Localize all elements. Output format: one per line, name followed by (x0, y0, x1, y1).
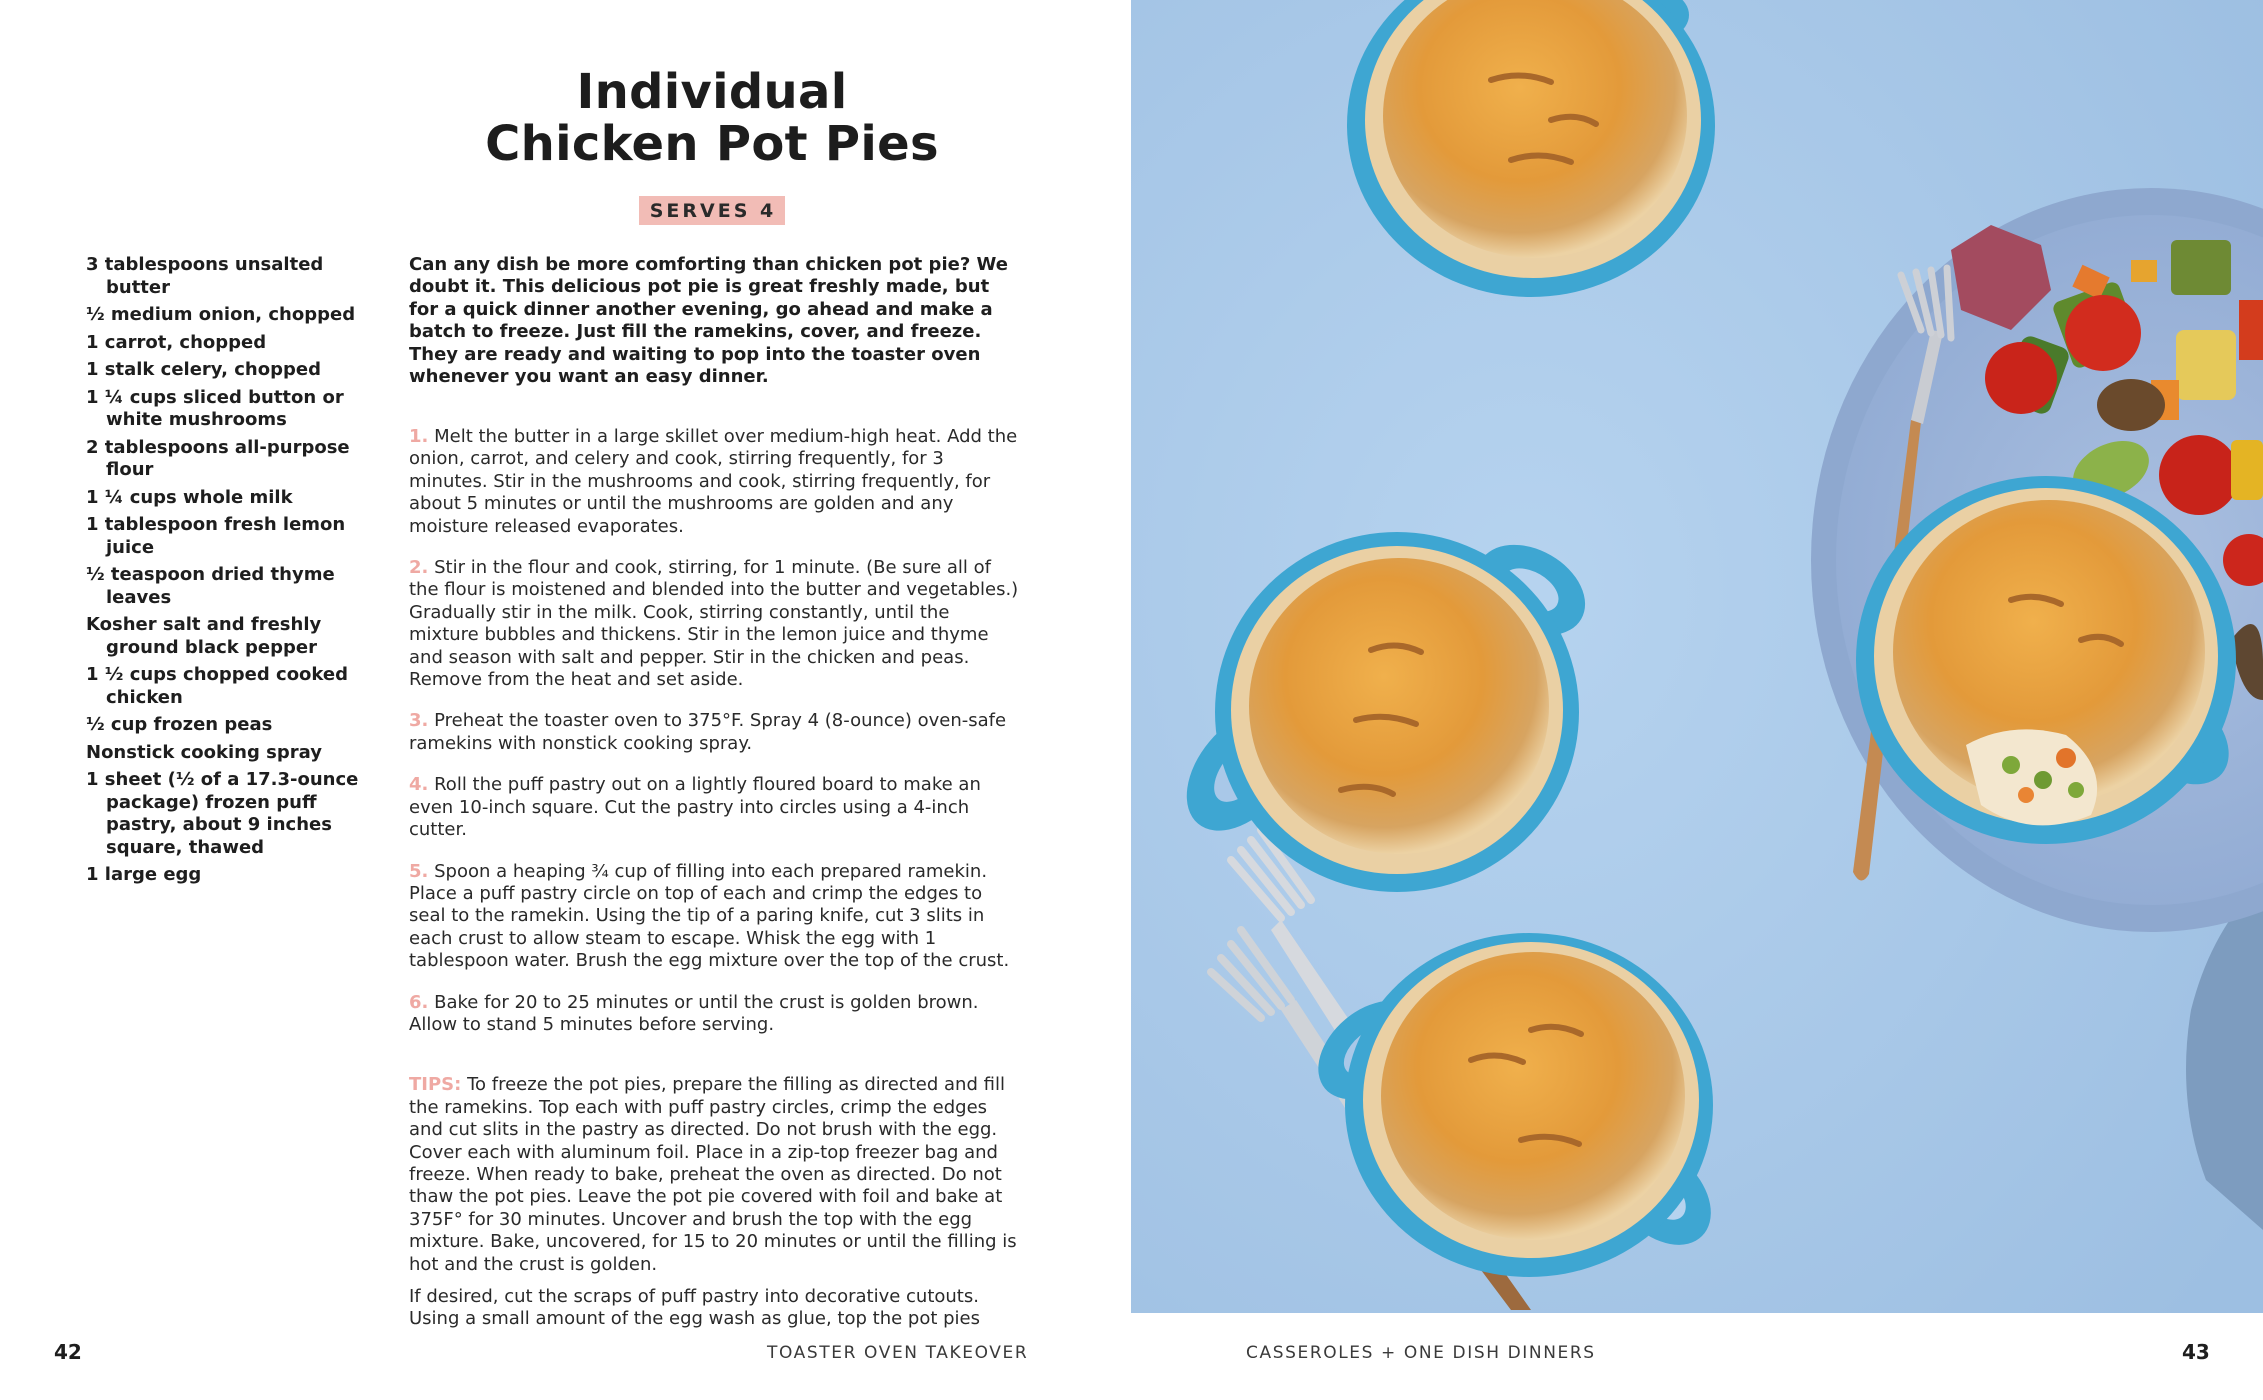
ingredient-item: 1 tablespoon fresh lemon juice (86, 514, 346, 558)
step-text: Stir in the flour and cook, stirring, for 1 minute. (Be sure all of the flour is moistened and blended into the butter and vegetables.) Gradually stir in the milk. Cook, stirring constantly, until the mixture bubbles and thickens. Stir in the lemon juice and thyme and season with salt and pepper. Stir in the chicken and peas. Remove from the heat and set aside. (409, 557, 1019, 691)
ingredient-item: 3 tablespoons unsalted butter (86, 254, 324, 298)
step-text: Preheat the toaster oven to 375°F. Spray 4 (8-ounce) oven-safe ramekins with nonstick cooking spray. (409, 710, 1007, 754)
left-page (0, 0, 1131, 1400)
step-6 (409, 992, 1021, 1037)
step-3 (409, 710, 1021, 755)
running-head-right: CASSEROLES + ONE DISH DINNERS (1246, 1343, 1596, 1363)
ingredient-item: ½ cup frozen peas (86, 714, 273, 735)
recipe-title (380, 66, 1044, 170)
tips-text: To freeze the pot pies, prepare the filling as directed and fill the ramekins. Top each with puff pastry circles, crimp the edges and cut slits in the pastry as directed. Do not brush with the egg. Cover each with aluminum foil. Place in a zip-top freezer bag and freeze. When ready to bake, preheat the oven as directed. Do not thaw the pot pies. Leave the pot pie covered with foil and bake at 375F° for 30 minutes. Uncover and brush the top with the egg mixture. Bake, uncovered, for 15 to 20 minutes or until the filling is hot and the crust is golden. (409, 1074, 1017, 1275)
ingredient-item: 2 tablespoons all-purpose flour (86, 436, 350, 480)
ingredient-item: 1 stalk celery, chopped (86, 359, 321, 380)
recipe-title-line-1: Individual (576, 64, 848, 120)
tips-extra-paragraph: If desired, cut the scraps of puff pastry into decorative cutouts. Using a small amount of the egg wash as glue, top the pot pies (409, 1286, 980, 1330)
step-text: Melt the butter in a large skillet over medium-high heat. Add the onion, carrot, and celery and cook, stirring frequently, for 3 minutes. Stir in the mushrooms and cook, stirring frequently, for about 5 minutes or until the mushrooms are golden and any moisture released evaporates. (409, 426, 1018, 537)
step-number: 2. (409, 557, 429, 579)
ingredient-item: 1 carrot, chopped (86, 331, 267, 353)
recipe-intro: Can any dish be more comforting than chicken pot pie? We doubt it. This delicious pot pie is great freshly made, but for a quick dinner another evening, go ahead and make a batch to freeze. Just fill the ramekins, cover, and freeze. They are ready and waiting to pop into the toaster oven whenever you want an easy dinner. (409, 254, 1008, 388)
page-number-right: 43 (2182, 1340, 2210, 1364)
step-text: Roll the puff pastry out on a lightly floured board to make an even 10-inch square. Cut the pastry into circles using a 4-inch cutter. (409, 774, 981, 841)
ingredient-item: 1 sheet (½ of a 17.3-ounce package) frozen puff pastry, about 9 inches square, thawed (86, 769, 359, 858)
step-number: 3. (409, 710, 429, 732)
step-number: 6. (409, 991, 429, 1013)
tips-paragraph (409, 1074, 1021, 1276)
step-number: 4. (409, 774, 429, 796)
ingredients-list (86, 254, 366, 892)
running-head-left: TOASTER OVEN TAKEOVER (767, 1343, 1029, 1363)
step-text: Bake for 20 to 25 minutes or until the crust is golden brown. Allow to stand 5 minutes before serving. (409, 991, 979, 1035)
ingredient-item: Kosher salt and freshly ground black pepper (86, 614, 322, 658)
serves-badge-wrap (380, 196, 1044, 225)
pot-pies-photo (1131, 0, 2263, 1313)
tips-label: TIPS: (409, 1074, 462, 1096)
ingredient-item: 1 large egg (86, 864, 202, 885)
ingredient-item: ½ medium onion, chopped (86, 304, 356, 325)
step-5 (409, 861, 1021, 973)
ingredient-item: 1 ½ cups chopped cooked chicken (86, 664, 349, 708)
ingredient-item: 1 ¼ cups sliced button or white mushrooms (86, 386, 344, 430)
ingredient-item: ½ teaspoon dried thyme leaves (86, 564, 335, 608)
step-1 (409, 426, 1021, 538)
page-number-left: 42 (54, 1340, 82, 1364)
recipe-title-line-2: Chicken Pot Pies (485, 116, 939, 172)
step-text: Spoon a heaping ¾ cup of filling into each prepared ramekin. Place a puff pastry circle on top of each and crimp the edges to seal to the ramekin. Using the tip of a paring knife, cut 3 slits in each crust to allow steam to escape. Whisk the egg with 1 tablespoon water. Brush the egg mixture over the top of the crust. (409, 860, 1010, 972)
step-number: 5. (409, 860, 429, 882)
ingredient-item: 1 ¼ cups whole milk (86, 486, 293, 508)
right-page (1131, 0, 2263, 1400)
serves-badge: SERVES 4 (639, 196, 786, 225)
step-2 (409, 557, 1021, 691)
step-number: 1. (409, 426, 429, 447)
step-4 (409, 774, 1021, 841)
ingredient-item: Nonstick cooking spray (86, 741, 322, 763)
method-steps (409, 426, 1021, 1350)
